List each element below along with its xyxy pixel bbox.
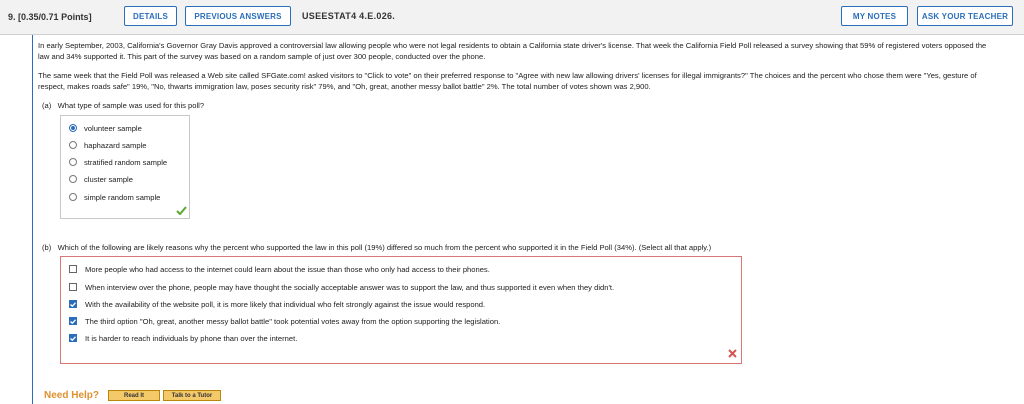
checkmark-icon bbox=[70, 302, 76, 307]
option-label: volunteer sample bbox=[84, 123, 142, 133]
question-header bbox=[0, 0, 1024, 35]
question-left-border bbox=[32, 35, 33, 404]
option-label: With the availability of the website poll, it is more likely that individual who felt strongly against the issue would respond. bbox=[85, 299, 486, 309]
x-icon bbox=[728, 349, 737, 358]
checkbox-unchecked[interactable] bbox=[69, 283, 77, 291]
check-icon bbox=[176, 206, 187, 215]
option-label: cluster sample bbox=[84, 174, 133, 184]
radio-unselected[interactable] bbox=[69, 193, 77, 201]
checkbox-option-3[interactable] bbox=[69, 297, 485, 311]
part-a-answer-box bbox=[60, 115, 190, 219]
need-help-label: Need Help? bbox=[44, 390, 100, 401]
read-it-button[interactable]: Read It bbox=[108, 390, 160, 401]
option-stratified-random-sample[interactable] bbox=[69, 155, 167, 169]
checkbox-unchecked[interactable] bbox=[69, 265, 77, 273]
previous-answers-button[interactable]: PREVIOUS ANSWERS bbox=[185, 6, 291, 26]
part-b-question-text: Which of the following are likely reasons why the percent who supported the law in this poll (19%) differed so much from the percent who supported it in the Field Poll (34%). (Select all that apply.) bbox=[57, 243, 712, 252]
option-label: haphazard sample bbox=[84, 140, 147, 150]
talk-to-tutor-button[interactable]: Talk to a Tutor bbox=[163, 390, 221, 401]
intro-paragraph: In early September, 2003, California's Governor Gray Davis approved a controversial law allowing people who were not legal residents to obtain a California state driver's license. That week the California Field Poll released a survey showing that 59% of registered voters opposed the law and 34% supported it. This part of the survey was based on a random sample of just over 300 people, conducted over the phone. bbox=[38, 41, 987, 61]
checkbox-checked[interactable] bbox=[69, 334, 77, 342]
details-button[interactable]: DETAILS bbox=[124, 6, 177, 26]
question-number-and-points bbox=[8, 12, 92, 22]
option-label: stratified random sample bbox=[84, 157, 168, 167]
checkbox-option-1[interactable] bbox=[69, 262, 490, 276]
question-number: 9. bbox=[8, 12, 16, 22]
radio-unselected[interactable] bbox=[69, 141, 77, 149]
question-code: USEESTAT4 4.E.026. bbox=[302, 11, 396, 21]
option-label: More people who had access to the internet could learn about the issue than those who only had access to their phones. bbox=[85, 264, 490, 274]
option-label: The third option "Oh, great, another messy ballot battle" took potential votes away from the option supporting the legislation. bbox=[85, 316, 501, 326]
option-haphazard-sample[interactable] bbox=[69, 138, 146, 152]
option-label: simple random sample bbox=[84, 192, 161, 202]
radio-unselected[interactable] bbox=[69, 175, 77, 183]
part-b-question bbox=[42, 243, 711, 252]
option-cluster-sample[interactable] bbox=[69, 172, 133, 186]
points-label: [0.35/0.71 Points] bbox=[18, 12, 92, 22]
part-a-question-text: What type of sample was used for this poll? bbox=[57, 101, 205, 110]
ask-your-teacher-button[interactable]: ASK YOUR TEACHER bbox=[917, 6, 1013, 26]
part-b-prefix: (b) bbox=[42, 243, 52, 252]
option-label: It is harder to reach individuals by phone than over the internet. bbox=[85, 333, 298, 343]
checkbox-option-4[interactable] bbox=[69, 314, 500, 328]
checkbox-checked[interactable] bbox=[69, 300, 77, 308]
checkbox-option-2[interactable] bbox=[69, 280, 614, 294]
option-volunteer-sample[interactable] bbox=[69, 121, 142, 135]
my-notes-button[interactable]: MY NOTES bbox=[841, 6, 908, 26]
checkmark-icon bbox=[70, 336, 76, 341]
radio-selected[interactable] bbox=[69, 124, 77, 132]
checkbox-checked[interactable] bbox=[69, 317, 77, 325]
part-a-prefix: (a) bbox=[42, 101, 52, 110]
poll-paragraph: The same week that the Field Poll was released a Web site called SFGate.com! asked visitors to "Click to vote" on their preferred response to "Agree with new law allowing drivers' licenses for illegal immigrants?" The choices and the percent who chose them were "Yes, gesture of respect, makes roads safe" 19%, "No, thwarts immigration law, poses security risk" 79%, and "Oh, great, another messy ballot battle" 2%. The total number of votes shown was 2,900. bbox=[38, 71, 977, 91]
part-b-answer-box bbox=[60, 256, 742, 364]
option-simple-random-sample[interactable] bbox=[69, 190, 160, 204]
option-label: When interview over the phone, people may have thought the socially acceptable answer was to support the law, and thus supported it even when they didn't. bbox=[85, 282, 615, 292]
radio-unselected[interactable] bbox=[69, 158, 77, 166]
part-a-question bbox=[42, 101, 204, 110]
checkbox-option-5[interactable] bbox=[69, 331, 297, 345]
checkmark-icon bbox=[70, 319, 76, 324]
